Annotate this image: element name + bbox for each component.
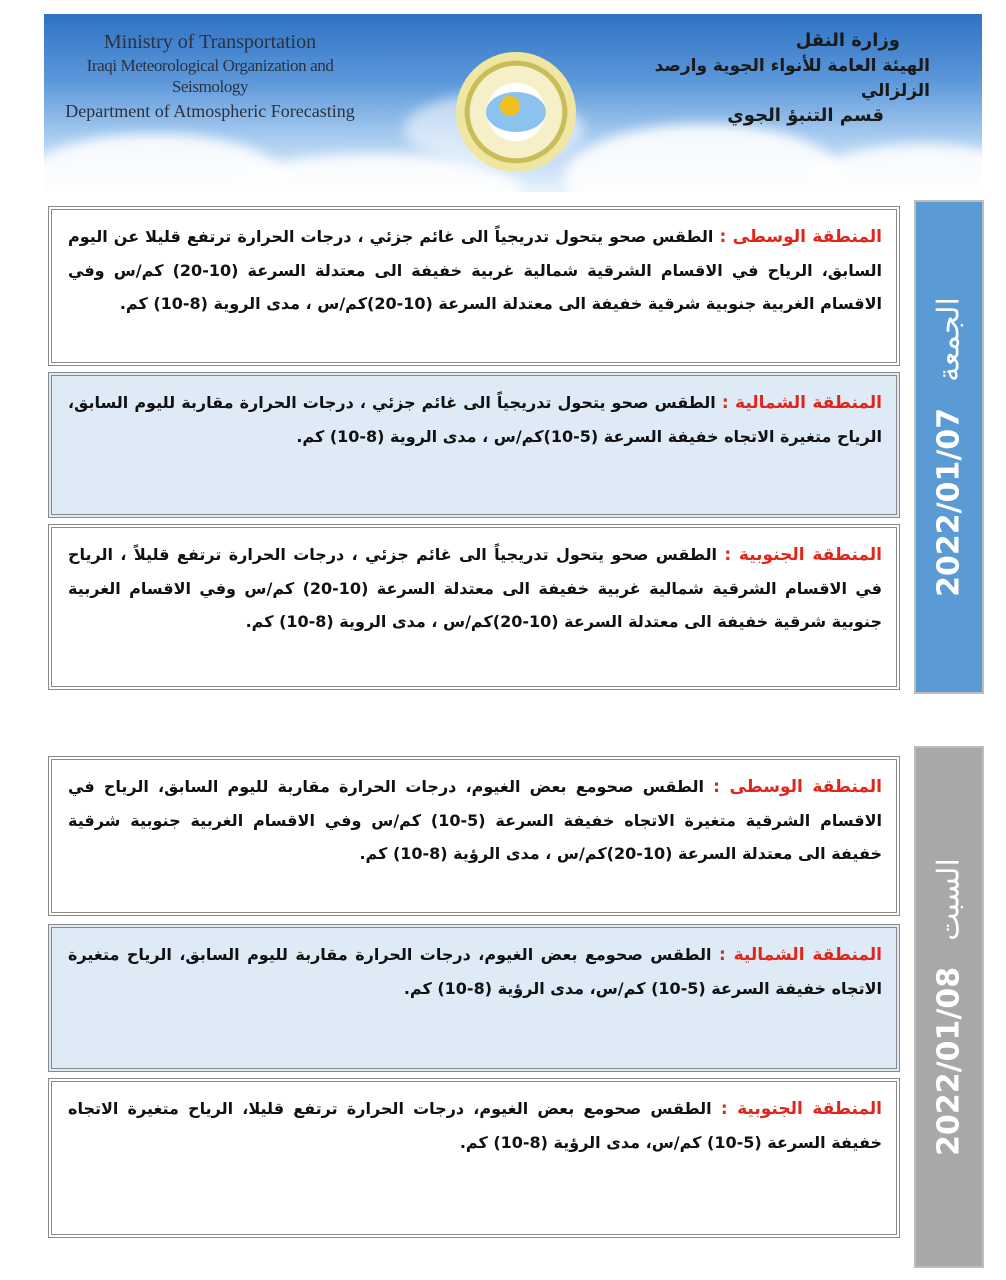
region-forecast-text: الطقس صحومع بعض الغيوم، درجات الحرارة مقاربة لليوم السابق، الرياح في الاقسام الشرقية متغيرة الاتجاه خفيفة السرعة (5-10) كم/س وفي الاقسام الغربية جنوبية شرقية خفيفة الى معتدلة السرعة (10-20)كم/س ، مدى الرؤية (8-10) كم. — [68, 777, 882, 863]
ministry-name-en: Ministry of Transportation — [103, 31, 317, 53]
region-forecast-text: الطقس صحو يتحول تدريجياً الى غائم جزئي ، درجات الحرارة ترتفع قليلاً ، الرياح في الاقسام الشرقية شمالية غربية خفيفة الى معتدلة السرعة (10-20) كم/س وفي الاقسام الغربية جنوبية شرقية خفيفة الى معتدلة السرعة (10-20)كم/س ، مدى الروية (8-10) كم. — [68, 545, 883, 631]
region-forecast-box — [48, 1078, 900, 1238]
date-sidebar — [914, 200, 984, 694]
organization-name-ar: الهيئة العامة للأنواء الجوية وارصد الزلزالي — [654, 56, 930, 101]
forecast-day-name: الجمعة — [931, 297, 967, 382]
forecast-date: 2022/01/07 — [931, 407, 967, 597]
day-forecast-section — [44, 746, 984, 1268]
forecast-date: 2022/01/08 — [931, 966, 967, 1156]
region-label: المنطقة الوسطى : — [719, 227, 882, 247]
date-sidebar-label — [932, 858, 967, 1156]
region-label: المنطقة الوسطى : — [713, 777, 882, 797]
region-forecast-text: الطقس صحومع بعض الغيوم، درجات الحرارة ترتفع قليلا، الرياح متغيرة الاتجاه خفيفة السرعة (5-10) كم/س، مدى الرؤية (8-10) كم. — [68, 1099, 882, 1152]
sun-icon — [500, 96, 520, 116]
header-banner — [44, 14, 982, 192]
region-forecast-box — [48, 924, 900, 1072]
date-sidebar — [914, 746, 984, 1268]
forecast-day-name: السبت — [931, 858, 967, 941]
region-forecast-box — [48, 206, 900, 366]
region-forecast-text: الطقس صحو يتحول تدريجياً الى غائم جزئي ، درجات الحرارة ترتفع قليلا عن اليوم السابق، الرياح في الاقسام الشرقية شمالية غربية خفيفة الى معتدلة السرعة (10-20) كم/س وفي الاقسام الغربية جنوبية شرقية خفيفة الى معتدلة السرعة (10-20)كم/س ، مدى الروية (8-10) كم. — [68, 227, 882, 313]
day-forecast-section — [44, 200, 984, 694]
region-label: المنطقة الجنوبية : — [724, 545, 882, 565]
cloud-decoration — [564, 124, 844, 192]
region-label: المنطقة الجنوبية : — [720, 1099, 882, 1119]
region-forecast-box — [48, 372, 900, 518]
cloud-decoration — [804, 144, 982, 192]
region-forecast-text: الطقس صحومع بعض الغيوم، درجات الحرارة مقاربة لليوم السابق، الرياح متغيرة الاتجاه خفيفة السرعة (5-10) كم/س، مدى الرؤية (8-10) كم. — [68, 945, 882, 998]
organization-name-en: Iraqi Meteorological Organization and Seismology — [86, 56, 334, 97]
arabic-header — [630, 28, 930, 129]
region-forecast-box — [48, 756, 900, 916]
department-name-ar: قسم التنبؤ الجوي — [727, 105, 884, 127]
ministry-name-ar: وزارة النقل — [795, 30, 900, 51]
organization-logo-icon — [456, 52, 576, 172]
region-label: المنطقة الشمالية : — [721, 393, 882, 413]
region-forecast-text: الطقس صحو يتحول تدريجياً الى غائم جزئي ، درجات الحرارة مقاربة لليوم السابق، الرياح متغيرة الاتجاه خفيفة السرعة (5-10)كم/س ، مدى الروية (8-10) كم. — [68, 393, 882, 446]
region-forecast-box — [48, 524, 900, 690]
region-label: المنطقة الشمالية : — [718, 945, 882, 965]
english-header — [50, 30, 370, 122]
date-sidebar-label — [932, 297, 967, 597]
department-name-en: Department of Atmospheric Forecasting — [65, 100, 355, 121]
